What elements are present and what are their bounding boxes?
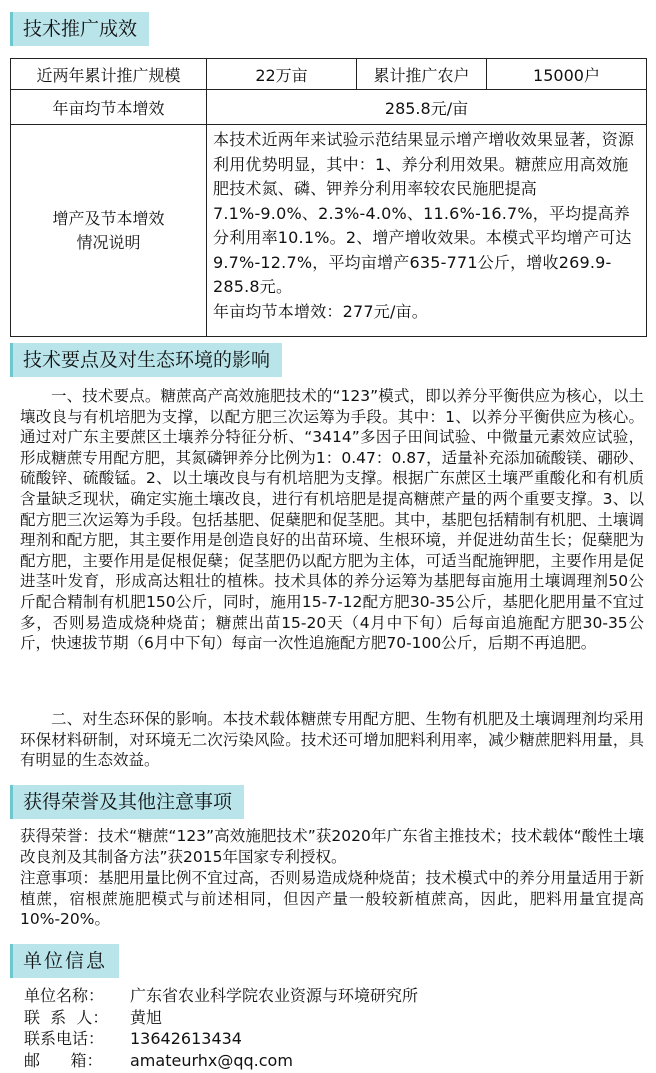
unit-name-label: 单位名称： bbox=[24, 986, 105, 1005]
unit-name-value: 广东省农业科学院农业资源与环境研究所 bbox=[130, 986, 419, 1005]
email-value: amateurhx@qq.com bbox=[130, 1050, 293, 1070]
section-heading-honors: 获得荣誉及其他注意事项 bbox=[10, 785, 244, 819]
scale-label: 近两年累计推广规模 bbox=[11, 59, 207, 90]
performance-table bbox=[10, 58, 647, 337]
section-heading-tech-effect: 技术推广成效 bbox=[10, 12, 149, 46]
section-heading-unit-info: 单位信息 bbox=[10, 944, 119, 978]
table-row bbox=[11, 90, 647, 125]
desc-label-line1: 增产及节本增效 bbox=[52, 208, 165, 228]
contact-value: 黄旭 bbox=[130, 1007, 163, 1027]
unit-name-row bbox=[24, 985, 624, 1007]
phone-value: 13642613434 bbox=[130, 1029, 242, 1048]
desc-label bbox=[11, 125, 207, 337]
tech-points-paragraph-2: 二、对生态环保的影响。本技术载体糖蔗专用配方肥、生物有机肥及土壤调理剂均采用环保材料研制，对环境无二次污染风险。技术还可增加肥料利用率，减少糖蔗肥料用量，具有明显的生态效益。 bbox=[20, 710, 644, 770]
notes-paragraph: 注意事项：基肥用量比例不宜过高，否则易造成烧种烧苗；技术模式中的养分用量适用于新植蔗，宿根蔗施肥模式与前述相同，但因产量一般较新植蔗高，因此，肥料用量宜提高10%-20%。 bbox=[20, 869, 644, 929]
contact-row bbox=[24, 1007, 624, 1029]
desc-cell bbox=[207, 125, 647, 337]
unit-info-block bbox=[24, 985, 624, 1071]
section-heading-tech-points: 技术要点及对生态环境的影响 bbox=[10, 343, 282, 377]
honors-paragraph: 获得荣誉：技术“糖蔗“123”高效施肥技术”获2020年广东省主推技术；技术载体“酸性土壤改良剂及其制备方法”获2015年国家专利授权。 bbox=[20, 827, 644, 866]
table-row bbox=[11, 59, 647, 90]
desc-label-line2: 情况说明 bbox=[76, 232, 141, 252]
phone-row bbox=[24, 1028, 624, 1050]
desc-text-last: 年亩均节本增效：277元/亩。 bbox=[213, 301, 428, 321]
scale-value: 22万亩 bbox=[207, 59, 357, 90]
farmers-value: 15000户 bbox=[487, 59, 647, 90]
desc-text: 本技术近两年来试验示范结果显示增产增收效果显著，资源利用优势明显，其中：1、养分利用效果。糖蔗应用高效施肥技术氮、磷、钾养分利用率较农民施肥提高7.1%-9.0%、2.3%-4.0%、11.6%-16.7%，平均提高养分利用率10.1%。2、增产增收效果。本模式平均增产可达9.7%-12.7%，平均亩增产635-771公斤，增收269.9-285.8元。 bbox=[213, 130, 635, 296]
contact-label: 联 系 人： bbox=[24, 1007, 109, 1027]
tech-points-paragraph-1: 一、技术要点。糖蔗高产高效施肥技术的“123”模式，即以养分平衡供应为核心，以土壤改良与有机培肥为支撑，以配方肥三次运筹为手段。其中：1、以养分平衡供应为核心。通过对广东主要蔗区土壤养分特征分析、“3414”多因子田间试验、中微量元素效应试验，形成糖蔗专用配方肥，其氮磷钾养分比例为1：0.47：0.87，适量补充添加硫酸镁、硼砂、硫酸锌、硫酸锰。2、以土壤改良与有机培肥为支撑。根据广东蔗区土壤严重酸化和有机质含量缺乏现状，确定实施土壤改良，进行有机培肥是提高糖蔗产量的两个重要支撑。3、以配方肥三次运筹为手段。包括基肥、促蘖肥和促茎肥。其中，基肥包括精制有机肥、土壤调理剂和配方肥，其主要作用是创造良好的出苗环境、生根环境，并促进幼苗生长；促蘖肥为配方肥，主要作用是促根促蘖；促茎肥仍以配方肥为主体，可适当配施钾肥，主要作用是促进茎叶发育，形成高达粗壮的植株。技术具体的养分运筹为基肥每亩施用土壤调理剂50公斤配合精制有机肥150公斤，同时，施用15-7-12配方肥30-35公斤，基肥化肥用量不宜过多，否则易造成烧种烧苗；糖蔗出苗15-20天（4月中下旬）后每亩追施配方肥30-35公斤，快速拔节期（6月中下旬）每亩一次性追施配方肥70-100公斤，后期不再追肥。 bbox=[20, 387, 644, 653]
email-row bbox=[24, 1050, 624, 1072]
saving-value: 285.8元/亩 bbox=[207, 90, 647, 125]
email-label: 邮 箱： bbox=[24, 1050, 103, 1070]
farmers-label: 累计推广农户 bbox=[357, 59, 487, 90]
table-row bbox=[11, 125, 647, 337]
saving-label: 年亩均节本增效 bbox=[11, 90, 207, 125]
phone-label: 联系电话： bbox=[24, 1029, 105, 1048]
